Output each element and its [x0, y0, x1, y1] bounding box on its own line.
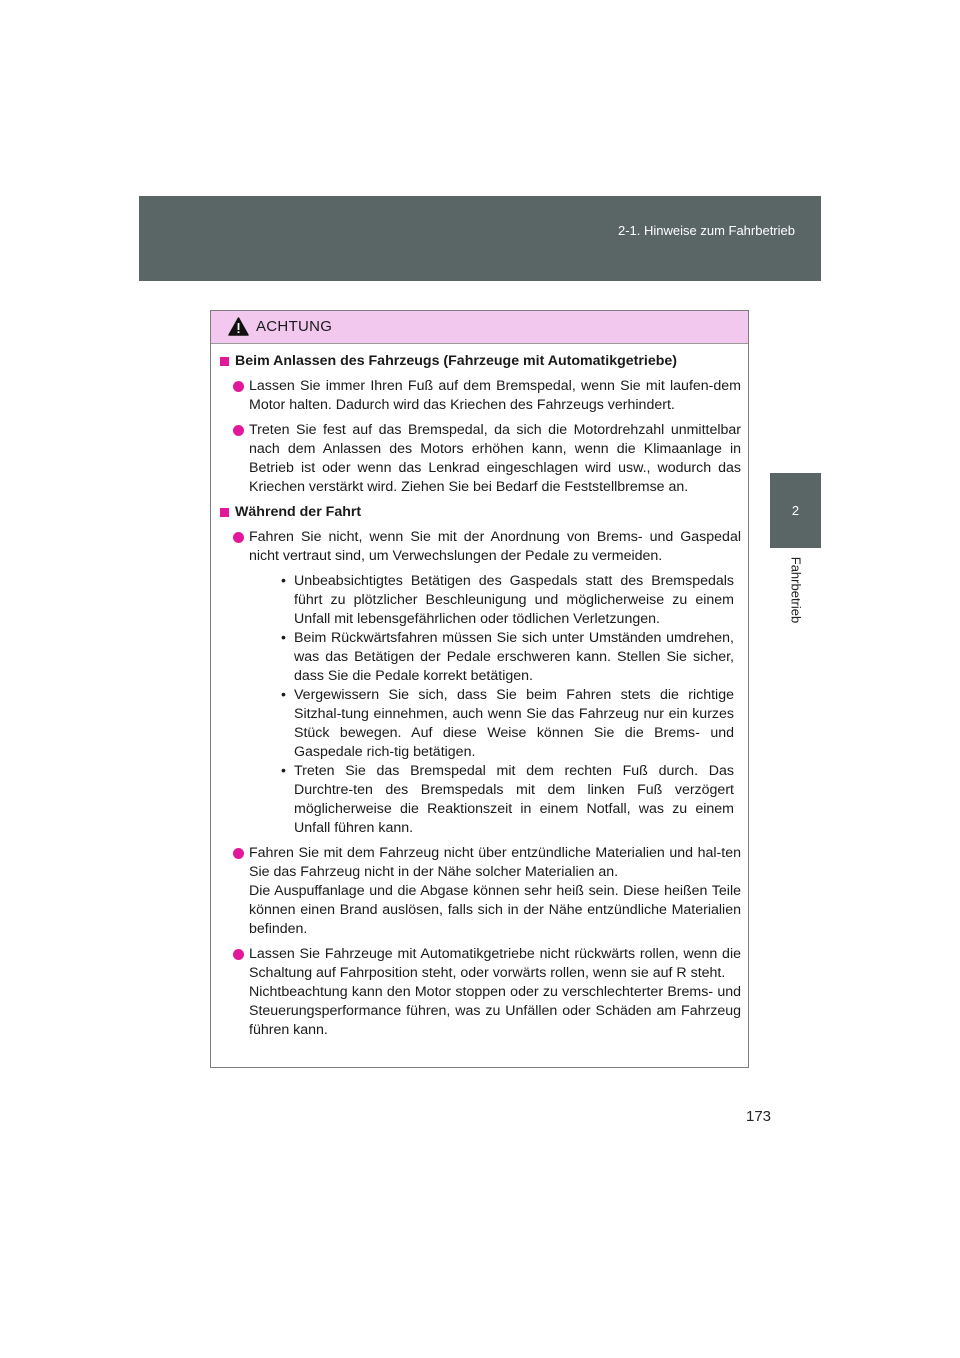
square-bullet-icon — [220, 508, 229, 517]
chapter-label: Fahrbetrieb — [788, 556, 804, 624]
warning-content — [211, 344, 748, 1040]
sub-item — [249, 572, 741, 629]
circle-bullet-icon — [233, 532, 244, 543]
warning-label: ACHTUNG — [256, 318, 333, 335]
sub-item-text: Beim Rückwärtsfahren müssen Sie sich unter Umständen umdrehen, was das Betätigen der Pedale erschweren kann. Stellen Sie sicher, dass Sie die Pedale korrekt betätigen. — [294, 630, 734, 684]
dot-bullet-icon: • — [281, 687, 286, 703]
bullet-text: Treten Sie fest auf das Bremspedal, da sich die Motordrehzahl unmittelbar nach dem Anlassen des Motors erhöhen kann, wenn die Klimaanlage in Betrieb ist oder wenn das Lenkrad eingeschlagen wird usw., wodurch das Kriechen verstärkt wird. Ziehen Sie bei Bedarf die Feststellbremse an. — [249, 422, 741, 495]
sub-list — [249, 572, 741, 838]
bullet-text: Nichtbeachtung kann den Motor stoppen oder zu verschlechterter Brems- und Steuerungsperformance führen, was zu Unfällen oder Schäden am Fahrzeug führen kann. — [249, 984, 741, 1038]
bullet-text: Fahren Sie mit dem Fahrzeug nicht über entzündliche Materialien und hal-ten Sie das Fahrzeug nicht in der Nähe solcher Materialien an. — [249, 845, 741, 880]
bullet-text: Fahren Sie nicht, wenn Sie mit der Anordnung von Brems- und Gaspedal nicht vertraut sind, um Verwechslungen der Pedale zu vermeiden. — [249, 529, 741, 564]
section-heading-text: Während der Fahrt — [235, 504, 362, 520]
dot-bullet-icon: • — [281, 630, 286, 646]
bullet-text: Lassen Sie immer Ihren Fuß auf dem Bremspedal, wenn Sie mit laufen-dem Motor halten. Dadurch wird das Kriechen des Fahrzeugs verhindert. — [249, 378, 741, 413]
bullet-item — [218, 528, 741, 838]
sub-item — [249, 762, 741, 838]
section-heading — [218, 352, 741, 371]
sub-item-text: Treten Sie das Bremspedal mit dem rechten Fuß durch. Das Durchtre-ten des Bremspedals mit dem linken Fuß verzögert möglicherweise die Reaktionszeit in einem Notfall, was zu einem Unfall führen kann. — [294, 763, 734, 836]
bullet-text: Die Auspuffanlage und die Abgase können sehr heiß sein. Diese heißen Teile können einen Brand auslösen, falls sich in der Nähe entzündliche Materialien befinden. — [249, 883, 741, 937]
page-number: 173 — [746, 1108, 772, 1125]
sub-item-text: Unbeabsichtigtes Betätigen des Gaspedals statt des Bremspedals führt zu plötzlicher Beschleunigung und möglicherweise zu einem Unfall mit lebensgefährlichen oder tödlichen Verletzungen. — [294, 573, 734, 627]
bullet-item — [218, 844, 741, 939]
sub-item — [249, 686, 741, 762]
bullet-item — [218, 421, 741, 497]
section-heading-text: Beim Anlassen des Fahrzeugs (Fahrzeuge mit Automatikgetriebe) — [235, 353, 678, 369]
circle-bullet-icon — [233, 949, 244, 960]
square-bullet-icon — [220, 357, 229, 366]
dot-bullet-icon: • — [281, 763, 286, 779]
section-heading — [218, 503, 741, 522]
warning-triangle-icon — [228, 317, 249, 336]
chapter-tab: 2 — [770, 473, 821, 548]
circle-bullet-icon — [233, 425, 244, 436]
header-band — [139, 196, 821, 281]
sub-item-text: Vergewissern Sie sich, dass Sie beim Fahren stets die richtige Sitzhal-tung einnehmen, auch wenn Sie das Fahrzeug nur ein kurzes Stück bewegen. Auf diese Weise können Sie die Brems- und Gaspedale rich-tig betätigen. — [294, 687, 734, 760]
dot-bullet-icon: • — [281, 573, 286, 589]
bullet-item — [218, 377, 741, 415]
bullet-text: Lassen Sie Fahrzeuge mit Automatikgetriebe nicht rückwärts rollen, wenn die Schaltung auf Fahrposition steht, oder vorwärts rollen, wenn sie auf R steht. — [249, 946, 741, 981]
circle-bullet-icon — [233, 381, 244, 392]
bullet-item — [218, 945, 741, 1040]
warning-box — [210, 310, 749, 1068]
section-title: 2-1. Hinweise zum Fahrbetrieb — [617, 223, 795, 238]
warning-header — [211, 311, 748, 344]
sub-item — [249, 629, 741, 686]
circle-bullet-icon — [233, 848, 244, 859]
